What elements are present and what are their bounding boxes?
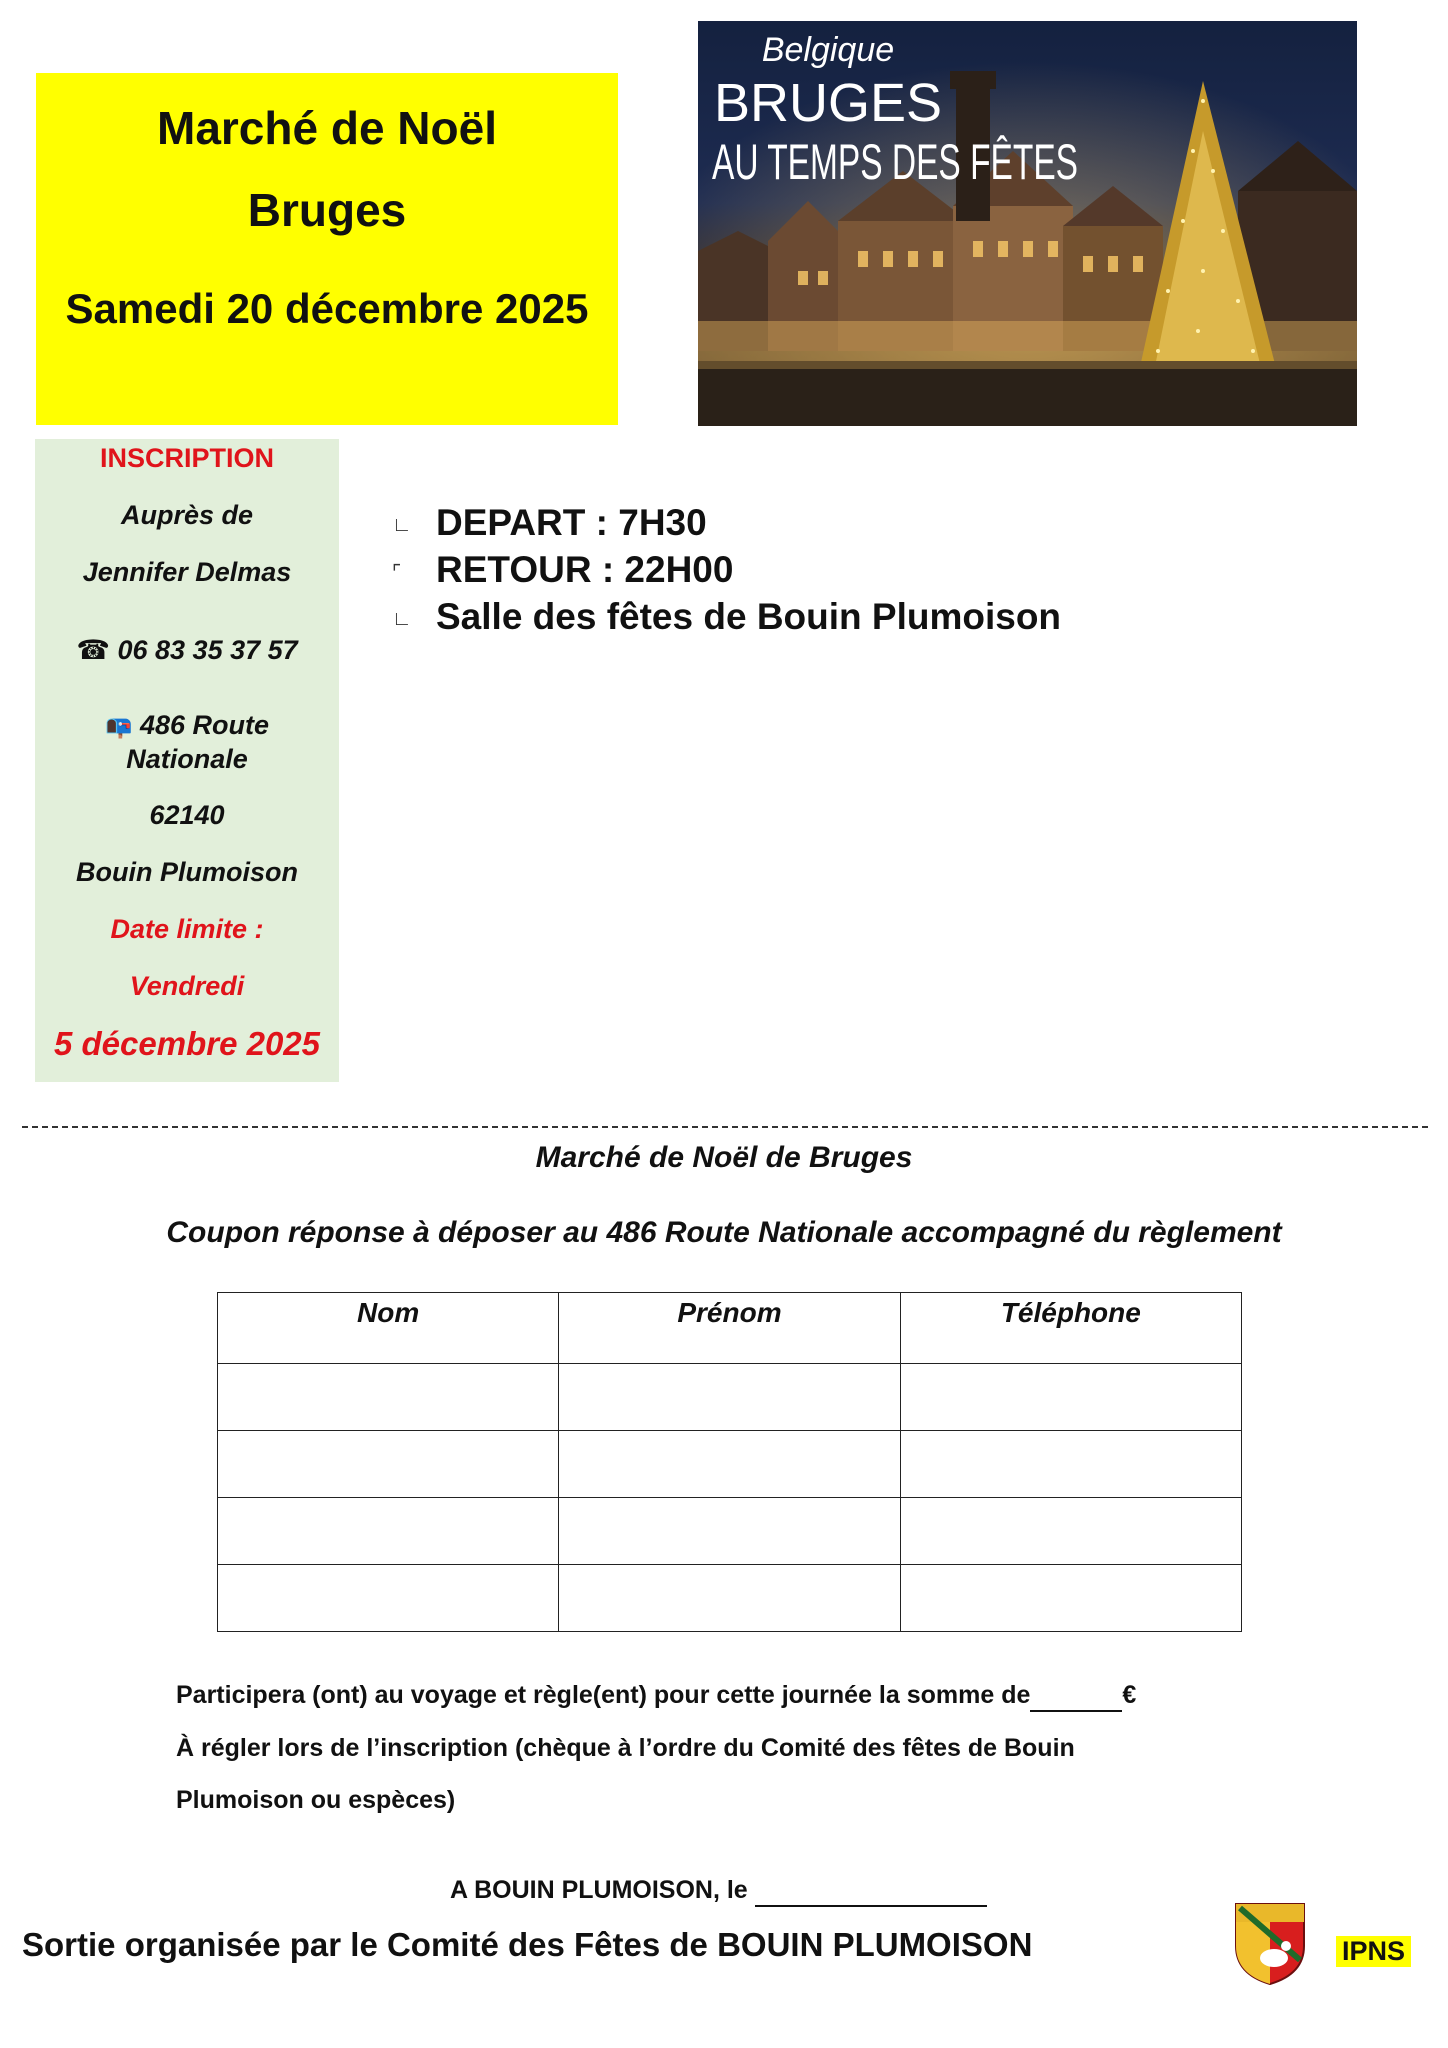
name-cell[interactable] <box>218 1498 559 1565</box>
coupon-instruction: Coupon réponse à déposer au 486 Route Nationale accompagné du règlement <box>166 1216 1282 1249</box>
event-title-box <box>36 73 618 425</box>
phone-cell[interactable] <box>900 1431 1241 1498</box>
phone-cell[interactable] <box>900 1498 1241 1565</box>
event-date: Samedi 20 décembre 2025 <box>65 285 589 332</box>
column-header-firstname: Prénom <box>559 1293 900 1364</box>
deadline-date: 5 décembre 2025 <box>53 1025 320 1062</box>
bullet-marker: ⌜ <box>392 561 402 584</box>
currency-symbol: € <box>1122 1681 1137 1709</box>
table-row <box>218 1431 1242 1498</box>
phone-cell[interactable] <box>900 1364 1241 1431</box>
schedule-item-return <box>392 549 733 591</box>
coat-of-arms-logo <box>1234 1900 1306 1986</box>
signature-place: A BOUIN PLUMOISON, le <box>450 1876 748 1904</box>
table-row <box>218 1565 1242 1632</box>
name-cell[interactable] <box>218 1364 559 1431</box>
phone-icon: ☎ <box>76 635 110 665</box>
participation-line <box>176 1681 1136 1712</box>
amount-blank[interactable] <box>1030 1681 1122 1712</box>
ipns-label: IPNS <box>1336 1936 1411 1967</box>
departure-time: DEPART : 7H30 <box>436 502 707 543</box>
reply-table <box>217 1292 1242 1632</box>
address-line-1: 486 Route <box>139 710 269 740</box>
firstname-cell[interactable] <box>559 1565 900 1632</box>
address-line-2: Nationale <box>126 744 248 774</box>
event-title: Marché de Noël <box>157 102 497 154</box>
contact-phone: 06 83 35 37 57 <box>117 635 298 665</box>
schedule-item-venue <box>392 596 1061 638</box>
column-header-phone: Téléphone <box>900 1293 1241 1364</box>
mailbox-icon: 📭 <box>105 714 133 739</box>
inscription-heading: INSCRIPTION <box>99 443 274 473</box>
name-cell[interactable] <box>218 1565 559 1632</box>
phone-cell[interactable] <box>900 1565 1241 1632</box>
firstname-cell[interactable] <box>559 1364 900 1431</box>
table-row <box>218 1364 1242 1431</box>
column-header-name: Nom <box>218 1293 559 1364</box>
signature-line <box>450 1876 987 1907</box>
deadline-day: Vendredi <box>129 971 245 1001</box>
deadline-label: Date limite : <box>110 914 264 944</box>
organizer-footer: Sortie organisée par le Comité des Fêtes de BOUIN PLUMOISON <box>22 1926 1033 1963</box>
inscription-panel <box>35 439 339 1082</box>
contact-name: Jennifer Delmas <box>82 557 292 587</box>
schedule-item-departure <box>392 502 707 544</box>
contact-label: Auprès de <box>120 500 254 530</box>
table-row <box>218 1498 1242 1565</box>
participation-text: Participera (ont) au voyage et règle(ent) pour cette journée la somme de <box>176 1681 1031 1709</box>
bullet-marker: ∟ <box>392 607 412 630</box>
address-town: Bouin Plumoison <box>76 857 298 887</box>
bullet-marker: ∟ <box>392 513 412 536</box>
photo-caption-country: Belgique <box>761 31 895 69</box>
firstname-cell[interactable] <box>559 1498 900 1565</box>
photo-caption-city: BRUGES <box>713 73 943 133</box>
event-city: Bruges <box>247 184 407 236</box>
bruges-christmas-photo <box>698 21 1357 426</box>
coupon-title: Marché de Noël de Bruges <box>535 1141 913 1174</box>
photo-caption-subtitle: AU TEMPS DES FÊTES <box>712 134 1078 190</box>
return-time: RETOUR : 22H00 <box>436 549 734 590</box>
photo-illustration <box>698 21 1357 426</box>
firstname-cell[interactable] <box>559 1431 900 1498</box>
payment-instruction-2: Plumoison ou espèces) <box>176 1786 456 1814</box>
payment-instruction-1: À régler lors de l’inscription (chèque à l’ordre du Comité des fêtes de Bouin <box>176 1734 1075 1762</box>
meeting-place: Salle des fêtes de Bouin Plumoison <box>436 596 1062 637</box>
name-cell[interactable] <box>218 1431 559 1498</box>
cut-line-separator <box>22 1126 1428 1128</box>
signature-date-blank[interactable] <box>755 1876 987 1907</box>
address-postcode: 62140 <box>149 800 225 830</box>
